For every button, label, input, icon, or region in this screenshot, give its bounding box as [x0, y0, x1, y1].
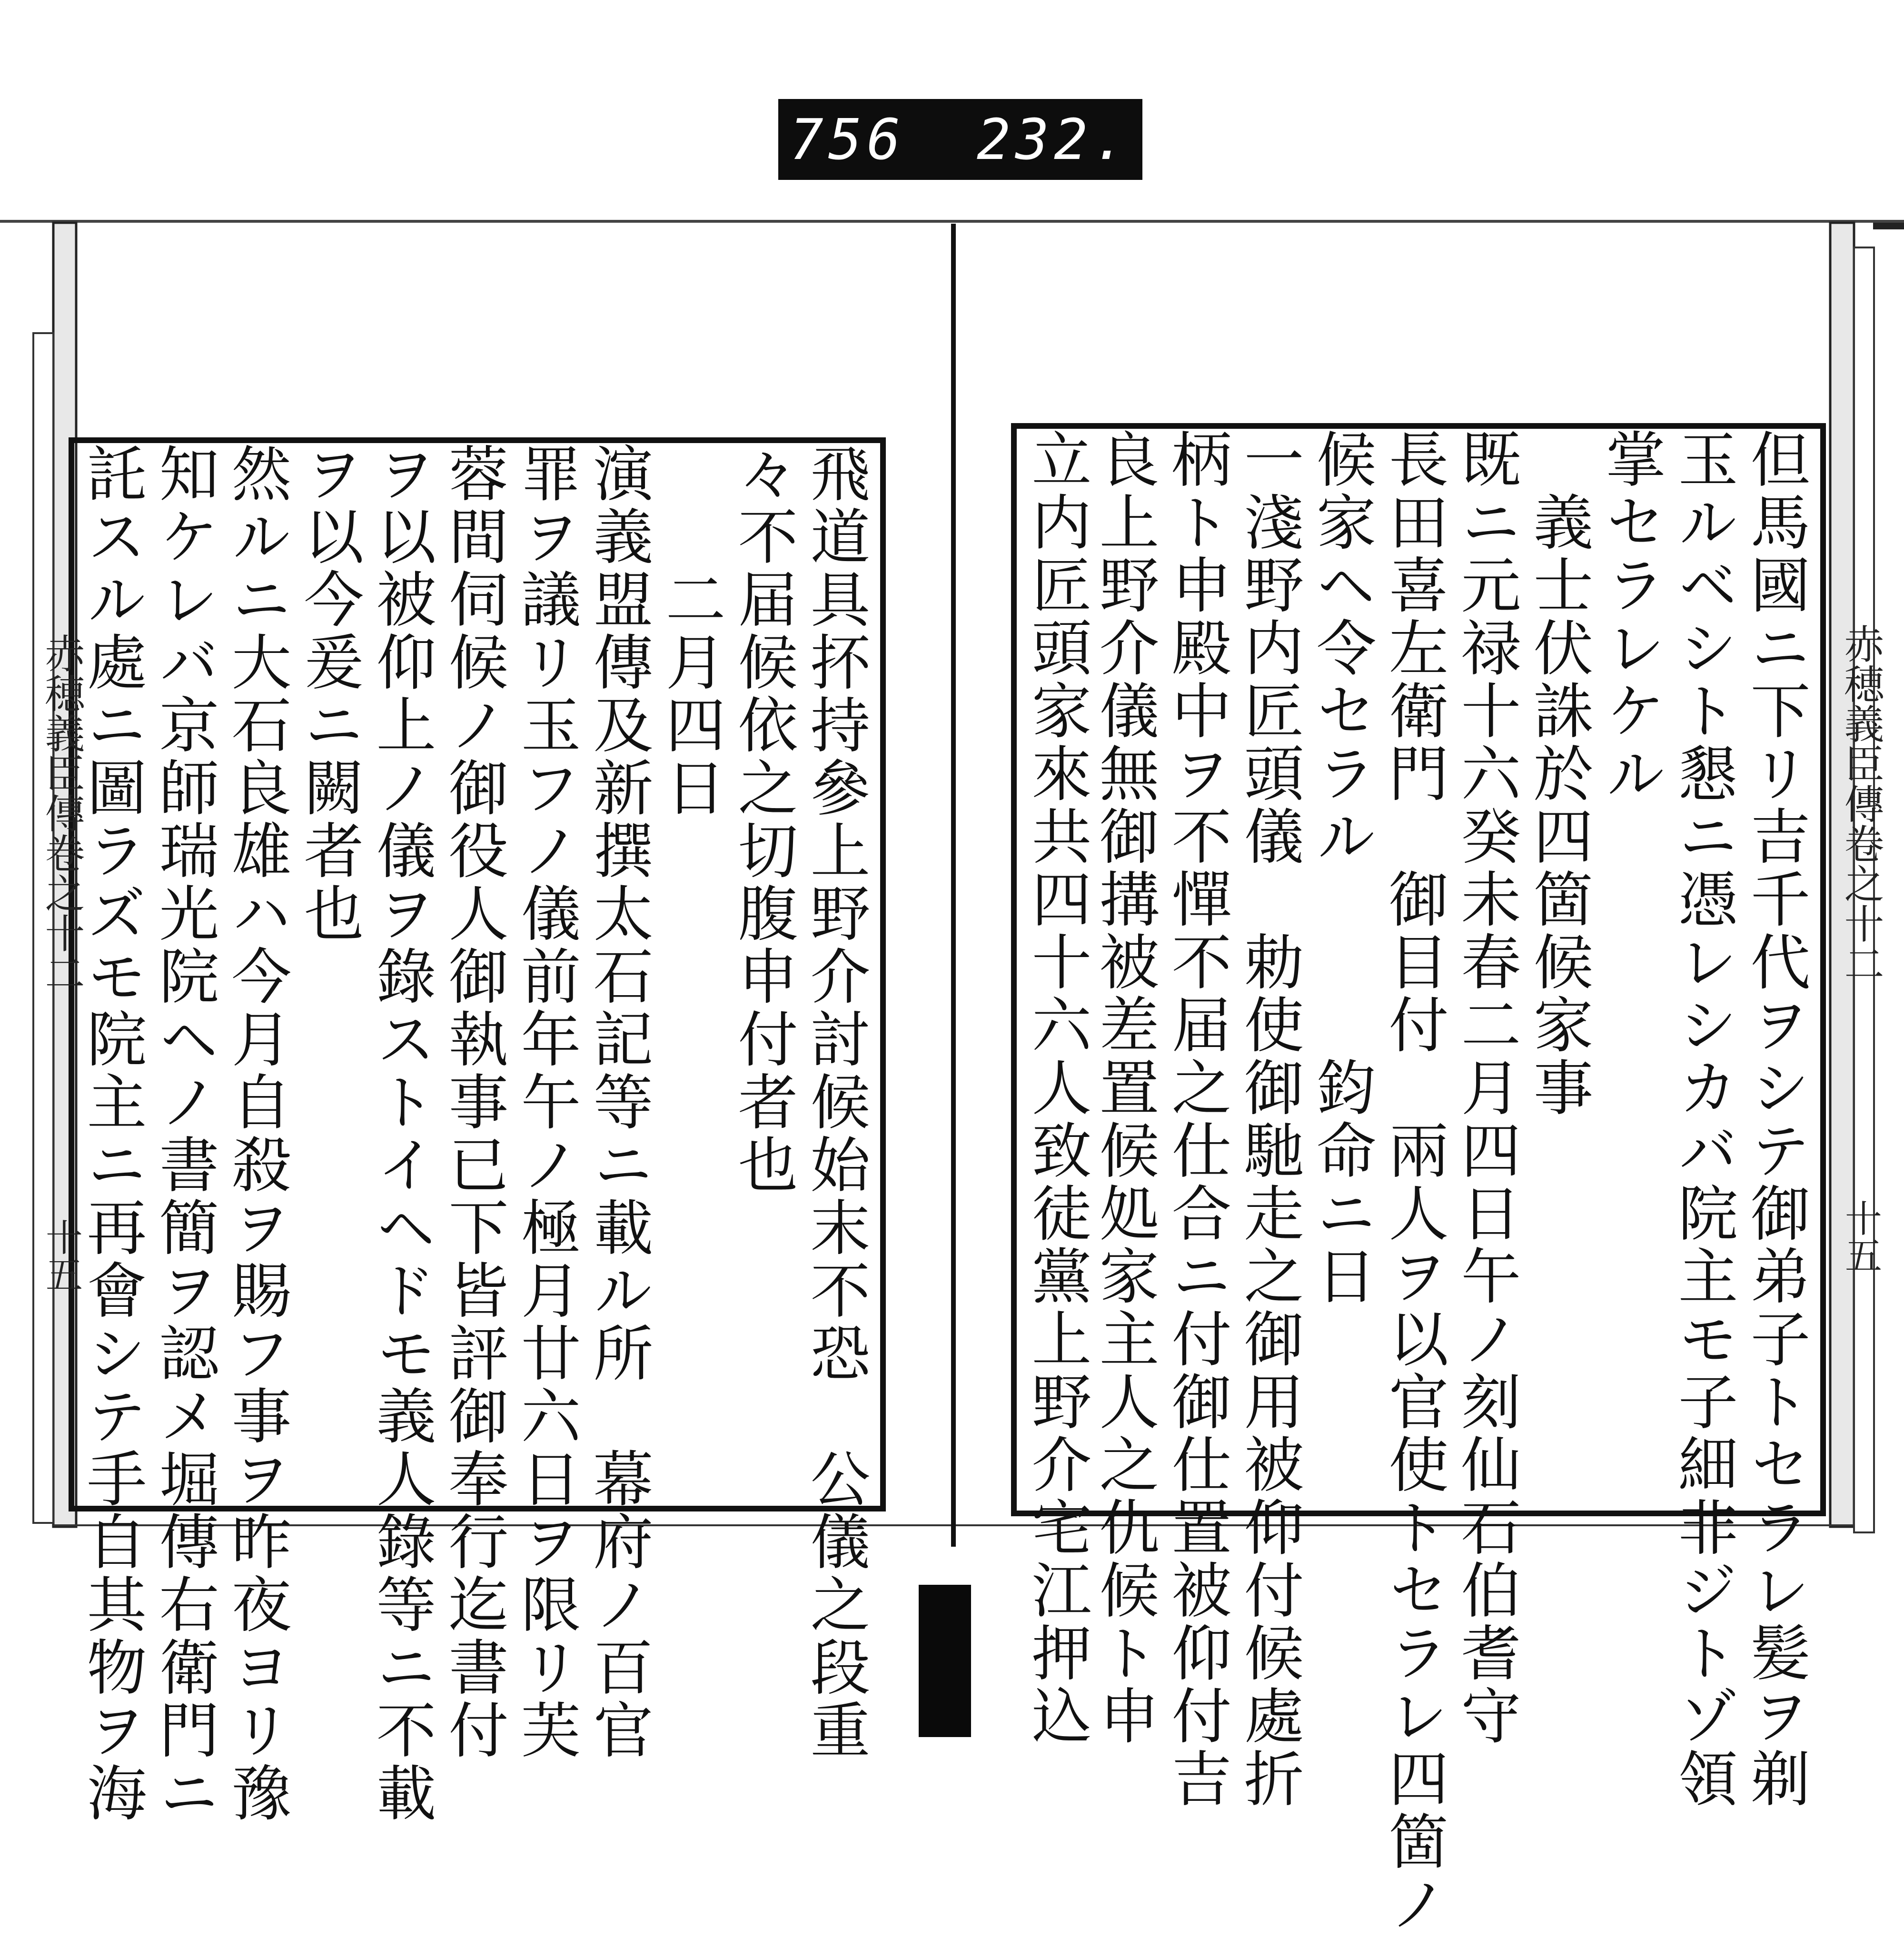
text-column: 々不届候依之切腹申付者也	[728, 443, 798, 1196]
text-column: 一淺野内匠頭儀 勅使御馳走之御用被仰付候處折	[1234, 428, 1304, 1810]
text-column: 蓉間伺候ノ御役人御執事已下皆評御奉行迄書付	[439, 443, 509, 1762]
left-page	[76, 443, 878, 1825]
label-left-number: 756	[789, 107, 905, 172]
text-column: 知ケレバ京師瑞光院ヘノ書簡ヲ認メ堀傳右衛門ニ	[149, 443, 219, 1825]
label-right-number: 232.	[976, 107, 1131, 172]
right-folio: 十五	[1839, 1199, 1882, 1274]
text-column: ヲ以今爰ニ闕者也	[294, 443, 364, 945]
text-column: 罪ヲ議リ玉フノ儀前年午ノ極月廿六日ヲ限リ芙	[511, 443, 581, 1762]
binding-tab	[919, 1585, 971, 1737]
text-column: 立内匠頭家來共四十六人致徒黨上野介宅江押込	[1022, 428, 1092, 1748]
text-column: 柄ト申殿中ヲ不憚不届之仕合ニ付御仕置被仰付吉	[1162, 428, 1232, 1810]
left-gutter-title: 赤穂義臣傳卷之十二	[39, 633, 85, 993]
text-column: ヲ以被仰上ノ儀ヲ錄ストイヘドモ義人錄等ニ不載	[367, 443, 436, 1825]
text-column: 託スル處ニ圖ラズモ院主ニ再會シテ手自其物ヲ海	[77, 443, 147, 1825]
date-line: 二月四日	[656, 443, 726, 820]
text-column: 候家ヘ令セラル 鈞命ニ日	[1307, 428, 1377, 1308]
right-page	[1019, 428, 1818, 1936]
text-column: 飛道具抔持參上野介討候始末不恐 公儀之段重	[801, 443, 871, 1762]
text-column: 然ルニ大石良雄ハ今月自殺ヲ賜フ事ヲ昨夜ヨリ豫	[222, 443, 292, 1825]
top-edge-line	[0, 220, 1904, 223]
right-gutter-title: 赤穂義臣傳卷之十二	[1838, 623, 1884, 983]
text-column: 但馬國ニ下リ吉千代ヲシテ御弟子トセラレ髪ヲ剃	[1741, 428, 1811, 1810]
text-column: 良上野介儀無御搆被差置候処家主人之仇候ト申	[1090, 428, 1160, 1748]
text-column: 長田喜左衛門 御目付 兩人ヲ以官使トセラレ四箇ノ	[1379, 428, 1449, 1936]
text-column: 既ニ元禄十六癸未春二月四日午ノ刻仙石伯耆守	[1451, 428, 1521, 1748]
archive-label	[778, 99, 1142, 180]
section-heading: 義士伏誅於四箇候家事	[1524, 428, 1594, 1119]
left-folio: 十五	[40, 1218, 82, 1293]
text-column: 演義盟傳及新撰太石記等ニ載ル所 幕府ノ百官	[584, 443, 654, 1762]
center-gutter-line	[951, 224, 956, 1547]
text-column: 掌セラレケル	[1596, 428, 1666, 805]
text-column: 玉ルベシト懇ニ憑レシカバ院主モ子細非ジトゾ領	[1668, 428, 1738, 1810]
